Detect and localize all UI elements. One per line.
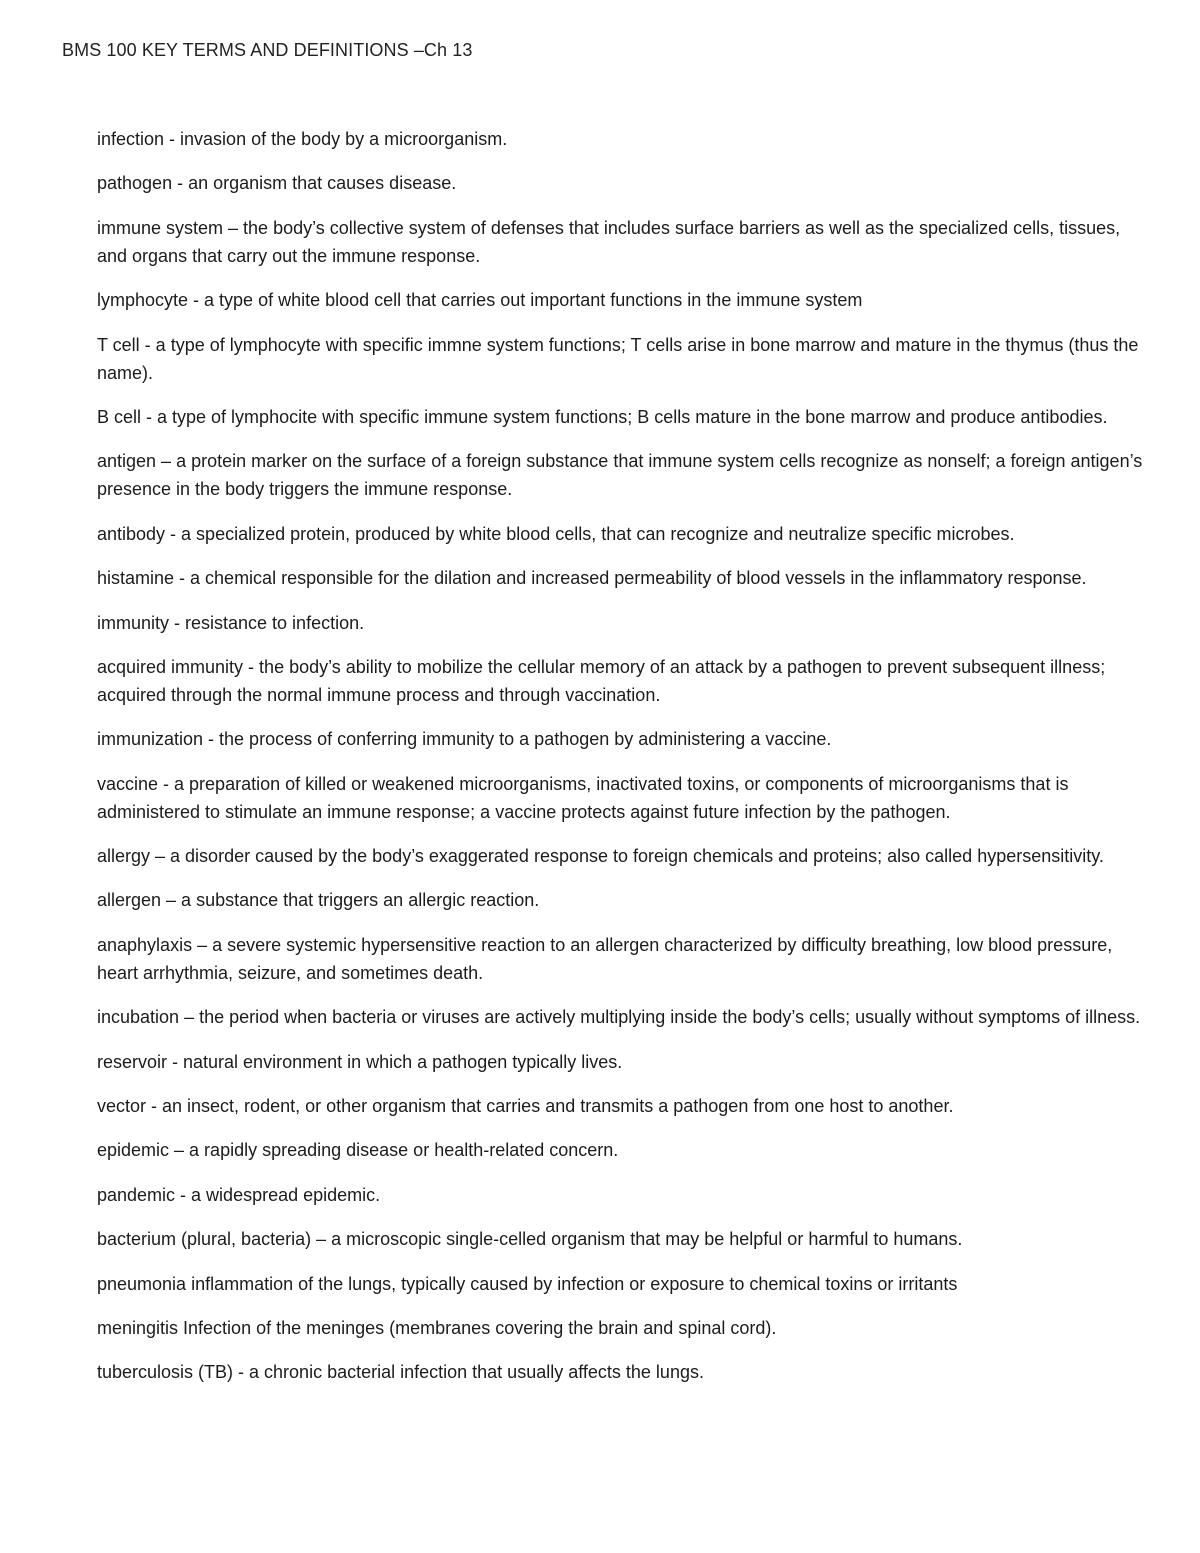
term-entry-histamine: histamine - a chemical responsible for the dilation and increased permeability of blood vessels in the inflammatory response.: [97, 568, 1087, 589]
term-entry-antibody: antibody - a specialized protein, produced by white blood cells, that can recognize and neutralize specific microbes.: [97, 523, 1015, 544]
term-entry-epidemic: epidemic – a rapidly spreading disease or health-related concern.: [97, 1140, 619, 1161]
term-entry-immunization: immunization - the process of conferring immunity to a pathogen by administering a vaccine.: [97, 729, 832, 750]
term-entry-t-cell: T cell - a type of lymphocyte with specific immne system functions; T cells arise in bone marrow and mature in the thymus (thus the name).: [97, 334, 1139, 383]
page-header: BMS 100 KEY TERMS AND DEFINITIONS –Ch 13: [62, 40, 473, 60]
term-entry-allergen: allergen – a substance that triggers an allergic reaction.: [97, 890, 540, 911]
term-entry-immunity: immunity - resistance to infection.: [97, 612, 365, 633]
term-entry-meningitis: meningitis Infection of the meninges (membranes covering the brain and spinal cord).: [97, 1317, 777, 1338]
term-entry-bacterium: bacterium (plural, bacteria) – a microscopic single-celled organism that may be helpful or harmful to humans.: [97, 1229, 963, 1250]
term-entry-pathogen: pathogen - an organism that causes disease.: [97, 173, 457, 194]
term-entry-immune-system: immune system – the body’s collective system of defenses that includes surface barriers as well as the specialized cells, tissues, and organs that carry out the immune response.: [97, 217, 1121, 266]
term-entry-infection: infection - invasion of the body by a microorganism.: [97, 129, 508, 149]
term-entry-tuberculosis: tuberculosis (TB) - a chronic bacterial infection that usually affects the lungs.: [97, 1362, 704, 1383]
term-entry-reservoir: reservoir - natural environment in which a pathogen typically lives.: [97, 1051, 623, 1072]
term-entry-acquired-immunity: acquired immunity - the body’s ability to mobilize the cellular memory of an attack by a pathogen to prevent subsequent illness; acquired through the normal immune process and through vaccination.: [97, 656, 1106, 705]
term-entry-incubation: incubation – the period when bacteria or viruses are actively multiplying inside the body’s cells; usually without symptoms of illness.: [97, 1007, 1141, 1028]
term-entry-b-cell: B cell - a type of lymphocite with specific immune system functions; B cells mature in the bone marrow and produce antibodies.: [97, 406, 1108, 427]
term-entry-pneumonia: pneumonia inflammation of the lungs, typically caused by infection or exposure to chemical toxins or irritants: [97, 1273, 958, 1294]
term-entry-vaccine: vaccine - a preparation of killed or weakened microorganisms, inactivated toxins, or components of microorganisms that is administered to stimulate an immune response; a vaccine protects against future infection by the pathogen.: [97, 773, 1069, 822]
term-entry-pandemic: pandemic - a widespread epidemic.: [97, 1184, 381, 1205]
term-entry-antigen: antigen – a protein marker on the surface of a foreign substance that immune system cells recognize as nonself; a foreign antigen’s presence in the body triggers the immune response.: [97, 451, 1143, 500]
term-entry-vector: vector - an insect, rodent, or other organism that carries and transmits a pathogen from one host to another.: [97, 1096, 954, 1117]
term-entry-allergy: allergy – a disorder caused by the body’s exaggerated response to foreign chemicals and proteins; also called hypersensitivity.: [97, 846, 1104, 867]
term-list: [97, 125, 1147, 1403]
term-entry-anaphylaxis: anaphylaxis – a severe systemic hypersensitive reaction to an allergen characterized by difficulty breathing, low blood pressure, heart arrhythmia, seizure, and sometimes death.: [97, 934, 1113, 983]
term-entry-lymphocyte: lymphocyte - a type of white blood cell that carries out important functions in the immune system: [97, 290, 863, 311]
